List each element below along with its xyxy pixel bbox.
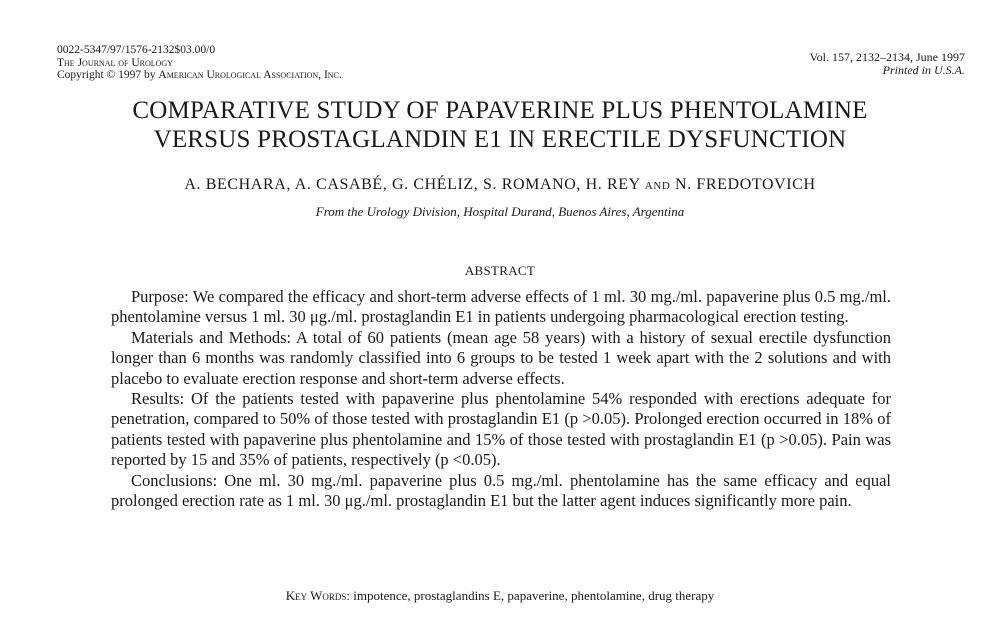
journal-name: The Journal of Urology (57, 56, 173, 69)
abstract-conclusions: Conclusions: One ml. 30 mg./ml. papaverine plus 0.5 mg./ml. phentolamine has the same efficacy and equal prolonged erection rate as 1 ml. 30 μg./ml. prostaglandin E1 but the latter agent induces significantly more pain. (111, 470, 891, 511)
article-title (0, 96, 1000, 154)
title-line-1: COMPARATIVE STUDY OF PAPAVERINE PLUS PHENTOLAMINE (132, 97, 868, 124)
abstract-methods: Materials and Methods: A total of 60 patients (mean age 58 years) with a history of sexual erectile dysfunction longer than 6 months was randomly classified into 6 groups to be tested 1 week apart with the 2 solutions and with placebo to evaluate erection response and short-term adverse effects. (111, 327, 891, 388)
keywords-terms: impotence, prostaglandins E, papaverine, phentolamine, drug therapy (350, 588, 715, 603)
abstract-heading: ABSTRACT (464, 263, 536, 278)
affiliation: From the Urology Division, Hospital Durand, Buenos Aires, Argentina (315, 204, 685, 219)
article-code: 0022-5347/97/1576-2132$03.00/0 (57, 44, 216, 56)
printed-in: Printed in U.S.A. (882, 63, 965, 77)
abstract-results: Results: Of the patients tested with papaverine plus phentolamine 54% responded with erections adequate for penetration, compared to 50% of those tested with prostaglandin E1 (p >0.05). Prolonged erection occurred in 18% of patients tested with papaverine plus phentolamine and 15% of those tested with prostaglandin E1 (p >0.05). Pain was reported by 15 and 35% of patients, respectively (p <0.05). (111, 389, 891, 470)
author-names: A. BECHARA, A. CASABÉ, G. CHÉLIZ, S. ROMANO, H. REY (184, 176, 641, 193)
volume-info: Vol. 157, 2132–2134, June 1997 (809, 50, 965, 64)
copyright-line (57, 69, 342, 82)
author-last: N. FREDOTOVICH (675, 176, 816, 193)
title-line-2: VERSUS PROSTAGLANDIN E1 IN ERECTILE DYSFUNCTION (153, 126, 847, 153)
abstract-purpose: Purpose: We compared the efficacy and short-term adverse effects of 1 ml. 30 mg./ml. papaverine plus 0.5 mg./ml. phentolamine versus 1 ml. 30 μg./ml. prostaglandin E1 in patients undergoing pharmacological erection testing. (111, 287, 891, 327)
keywords (0, 588, 1000, 604)
journal-header-left (57, 44, 342, 82)
copyright-prefix: Copyright © 1997 by (57, 69, 159, 81)
copyright-org: American Urological Association, Inc. (158, 69, 342, 81)
authors (0, 175, 1000, 195)
author-conjunction: and (644, 176, 671, 193)
journal-header-right (810, 51, 965, 77)
abstract-body (111, 287, 891, 511)
keywords-label: Key Words: (285, 588, 351, 603)
